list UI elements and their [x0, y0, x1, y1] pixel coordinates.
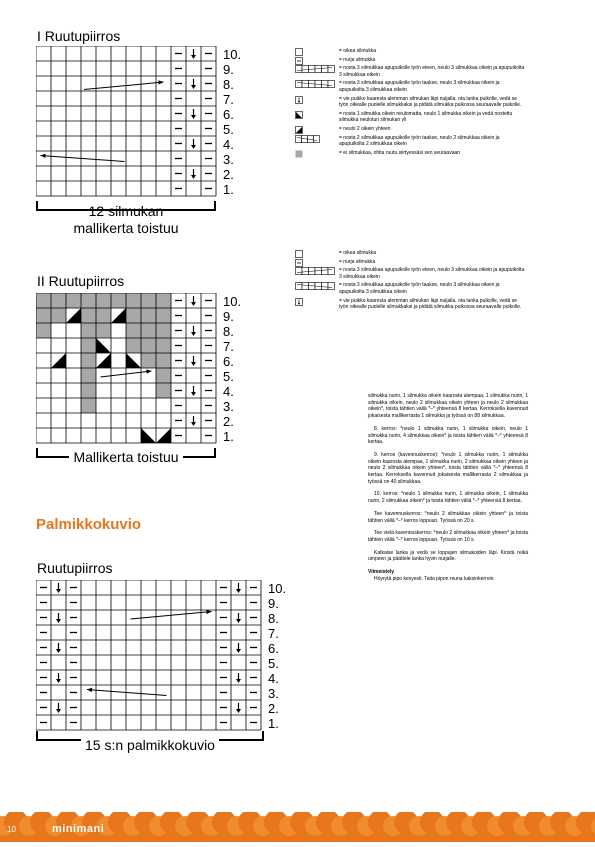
legend-item-text: = vie puikko kaaresta alemman silmukan läpi nuijalla, ota lanka puikolle, vedä se työn oikealle puolelle silmukkaksi ja pidätä silmukka puikossa seuraavalle puikolle. — [339, 297, 522, 311]
legend-item — [295, 126, 525, 133]
gray-cell — [66, 293, 81, 308]
legend-item-text: = nurja silmukka — [339, 258, 376, 265]
row-number: 2. — [268, 701, 279, 716]
gray-cell — [51, 308, 66, 323]
gray-cell — [81, 293, 96, 308]
row-number: 4. — [223, 137, 234, 152]
down-arrow-head-icon — [191, 115, 196, 119]
row-number: 1. — [223, 429, 234, 444]
cable-arrow — [41, 156, 125, 162]
legend-item — [295, 150, 525, 157]
down-arrow-head-icon — [236, 679, 241, 683]
down-arrow-head-icon — [236, 709, 241, 713]
legend-item-text: = vie puikko kaaresta alemman silmukan läpi nuijalla, ota lanka puikolle, vedä se työn oikealle puolelle silmukkaksi ja pidätä silmukka puikossa seuraavalle puikolle. — [339, 95, 522, 109]
gray-cell — [156, 308, 171, 323]
legend-item-text: = oikea silmukka — [339, 250, 377, 256]
down-arrow-head-icon — [191, 145, 196, 149]
row-number: 3. — [223, 399, 234, 414]
down-arrow-head-icon — [191, 302, 196, 306]
cable-arrow — [87, 690, 167, 696]
instructions-paragraph-3: 9. kerros (kavennuskerros): *neulo 1 silmukka nurin, 1 silmukka oikein kaarosta alempaa, 1 silmukka nurin, 2 silmukkaa oikein yhteen ja neulo 2 silmukkaa oikein yhteen*, toista tähtien väliä *–* yhteensä 8 kertaa. Kerroksella kavennuit jokaisesta mallikerrasta 2 silmukkaa ja työssä on 40 silmukkaa. — [368, 451, 528, 485]
row-number: 6. — [268, 641, 279, 656]
gray-cell — [81, 308, 96, 323]
down-arrow-head-icon — [191, 392, 196, 396]
gray-cell — [96, 323, 111, 338]
page-number: 10 — [7, 825, 16, 834]
instructions-paragraph-7: Katkaise lanka ja vedä se loppujen silmukoiden läpi. Kiristä reikä umpeen ja päättele lanka hyvin nurjalle. — [368, 549, 528, 563]
tri-light-icon — [295, 126, 303, 134]
gray-cell — [96, 293, 111, 308]
footer-bar — [0, 812, 595, 842]
down-arrow-head-icon — [56, 709, 61, 713]
gray-cell — [141, 308, 156, 323]
legend-item — [295, 267, 525, 280]
legend-item — [295, 298, 525, 311]
chart3-title: Ruutupiirros — [37, 560, 113, 576]
legend-item — [295, 282, 525, 295]
dash-icon — [295, 57, 303, 65]
legend-item — [295, 96, 525, 109]
gray-cell — [126, 338, 141, 353]
row-number: 2. — [223, 167, 234, 182]
k2tog-triangle-icon — [126, 353, 141, 368]
row-number: 3. — [268, 686, 279, 701]
down-arrow-head-icon — [191, 175, 196, 179]
legend-item — [295, 250, 525, 257]
gray-cell — [36, 323, 51, 338]
legend-2 — [295, 250, 525, 313]
row-number: 6. — [223, 354, 234, 369]
row-number: 7. — [223, 339, 234, 354]
instructions-paragraph-5: Tee kavennuskerros: *neulo 2 silmukkaa oikein yhteen* ja toista tähtien väliä *–* kerros loppuun. Työssä on 20 s. — [368, 510, 528, 524]
gray-cell — [81, 353, 96, 368]
down-arrow-head-icon — [56, 619, 61, 623]
instructions-paragraph-6: Tee vielä kavennuskerros: *neulo 2 silmukkaa oikein yhteen* ja toista tähtien väliä *–* kerros loppuun. Työssä on 10 s. — [368, 530, 528, 543]
gray-cell — [156, 293, 171, 308]
legend-item — [295, 111, 525, 124]
row-number: 8. — [223, 324, 234, 339]
down-arrow-head-icon — [236, 619, 241, 623]
ssk-triangle-icon — [96, 353, 111, 368]
instructions-last: Höyrytä pipo kevyesti. Taita pipon reuna kaksinkerroin. — [374, 575, 495, 582]
chart1-grid — [36, 46, 261, 203]
legend-item — [295, 259, 525, 266]
gray-cell — [156, 383, 171, 398]
cable-arrow-head-icon — [41, 154, 46, 158]
down-arrow-head-icon — [56, 679, 61, 683]
row-number: 10. — [223, 47, 242, 62]
row-number: 9. — [223, 62, 234, 77]
down-arrow-head-icon — [191, 422, 196, 426]
legend-item-text: = neulo 2 oikein yhteen — [339, 125, 391, 132]
row-number: 10. — [268, 581, 286, 596]
legend-item — [295, 57, 525, 64]
cable-right-icon — [295, 80, 335, 88]
legend-item-text: = nosta 3 silmukkaa apupuikolle työn eteen, neulo 3 silmukkaa oikein ja apupuikolta 3 silmukkaa oikein — [339, 65, 525, 78]
cable-right-icon — [295, 282, 335, 290]
chart2-grid — [36, 293, 261, 450]
cable-left-icon — [295, 65, 335, 73]
empty-icon — [295, 48, 303, 56]
gray-cell — [141, 293, 156, 308]
cable-left-icon — [295, 267, 335, 275]
row-number: 7. — [223, 92, 234, 107]
ssk-triangle-icon — [111, 308, 126, 323]
gray-cell — [81, 383, 96, 398]
down-arrow-head-icon — [191, 85, 196, 89]
brand-logo: minimani — [52, 823, 105, 835]
k2tog-triangle-icon — [141, 428, 156, 443]
down-arrow-head-icon — [191, 55, 196, 59]
gray-cell — [126, 323, 141, 338]
down-arrow-head-icon — [56, 589, 61, 593]
legend-item-text: = nosta 2 silmukkaa apupuikolle työn taakse, neulo 2 silmukkaa oikein ja apupuikolta 2 silmukkaa oikein — [339, 134, 500, 148]
row-number: 4. — [268, 671, 279, 686]
instructions-paragraph-1: silmukka nurin, 1 silmukka oikein kaarosta alempaa, 1 silmukka nurin, 1 silmukka oikein, neulo 2 silmukkaa oikein yhteen ja neulo 2 silmukkaa oikein*, toista tähtien väliä *–* yhteensä 8 kertaa. Kerroksella kavennuit jokaisesta mallikerrasta 1 silmukka ja työssä on 88 silmukkaa. — [368, 393, 528, 420]
legend-item-text: = ei silmukkaa, ohita ruutu siirtyessäsi sen seuraavaan — [339, 149, 461, 156]
gray-cell — [126, 308, 141, 323]
gray-cell — [36, 308, 51, 323]
gray-cell — [141, 353, 156, 368]
row-number: 8. — [223, 77, 234, 92]
gray-cell — [156, 338, 171, 353]
row-number: 1. — [268, 716, 279, 731]
chart1-caption-line1: 12 silmukan — [88, 203, 164, 219]
gray-cell — [81, 368, 96, 383]
row-number: 7. — [268, 626, 279, 641]
row-number: 6. — [223, 107, 234, 122]
gray-cell — [81, 398, 96, 413]
row-number: 8. — [268, 611, 279, 626]
chart3-grid — [36, 580, 286, 737]
cable-small-icon — [295, 135, 335, 143]
down-arrow-head-icon — [191, 332, 196, 336]
tri-dark-icon — [295, 111, 303, 119]
down-arrow-head-icon — [56, 649, 61, 653]
gray-cell — [156, 368, 171, 383]
gray-icon — [295, 150, 303, 158]
legend-item-text: = nosta 3 silmukkaa apupuikolle työn eteen, neulo 3 silmukkaa oikein ja apupuikolta 3 silmukkaa oikein — [339, 267, 525, 280]
row-number: 1. — [223, 182, 234, 197]
chart1-caption-line2: mallikerta toistuu — [73, 220, 179, 236]
row-number: 9. — [223, 309, 234, 324]
legend-1 — [295, 48, 525, 158]
row-number: 3. — [223, 152, 234, 167]
legend-item — [295, 80, 525, 93]
down-arrow-head-icon — [236, 649, 241, 653]
instructions-paragraph-2: 8. kerros: *neulo 1 silmukka nurin, 1 silmukka oikein, neulo 1 silmukka nurin, 4 silmukkaa oikein* ja toista tähtien väliä *–* yhteensä 8 kertaa. — [368, 425, 528, 446]
ssk-triangle-icon — [66, 308, 81, 323]
gray-cell — [96, 308, 111, 323]
legend-item — [295, 135, 525, 148]
down-arrow-icon — [295, 96, 303, 104]
down-arrow-icon — [295, 298, 303, 306]
row-number: 9. — [268, 596, 279, 611]
gray-cell — [81, 323, 96, 338]
legend-item-text: = nosta 3 silmukkaa apupuikolle työn taakse, neulo 3 silmukkaa oikein ja apupuikolta 3 silmukkaa oikein — [339, 80, 500, 93]
gray-cell — [156, 323, 171, 338]
chart2-title: II Ruutupiirros — [37, 273, 125, 289]
row-number: 2. — [223, 414, 234, 429]
down-arrow-head-icon — [191, 362, 196, 366]
row-number: 4. — [223, 384, 234, 399]
row-number: 5. — [223, 369, 234, 384]
instructions-heading: Viimeistely — [368, 569, 395, 576]
ssk-triangle-icon — [156, 428, 171, 443]
gray-cell — [126, 293, 141, 308]
instructions-paragraph-4: 10. kerros: *neulo 1 silmukka nurin, 1 silmukka oikein, 1 silmukka nurin, 2 silmukkaa oikein* ja toista tähtien väliä *–* yhteensä 8 kertaa. — [368, 491, 528, 505]
gray-cell — [141, 338, 156, 353]
chart3-caption: 15 s:n palmikkokuvio — [81, 737, 219, 753]
legend-item-text: = oikea silmukka — [339, 48, 377, 54]
empty-icon — [295, 250, 303, 258]
gray-cell — [141, 323, 156, 338]
down-arrow-head-icon — [236, 589, 241, 593]
cable-arrow-head-icon — [87, 688, 92, 692]
legend-item — [295, 65, 525, 78]
row-number: 5. — [268, 656, 279, 671]
instructions-text — [368, 393, 528, 588]
legend-item — [295, 48, 525, 55]
legend-item-text: = nosta 3 silmukkaa apupuikolle työn taakse, neulo 3 silmukkaa oikein ja apupuikolta 3 silmukkaa oikein — [339, 282, 500, 295]
gray-cell — [36, 293, 51, 308]
gray-cell — [156, 353, 171, 368]
k2tog-triangle-icon — [96, 338, 111, 353]
gray-cell — [51, 293, 66, 308]
gray-cell — [111, 293, 126, 308]
row-number: 5. — [223, 122, 234, 137]
legend-item-text: = nurja silmukka — [339, 56, 376, 63]
row-number: 10. — [223, 294, 242, 309]
chart2-caption: Mallikerta toistuu — [69, 449, 182, 465]
ssk-triangle-icon — [51, 353, 66, 368]
dash-icon — [295, 259, 303, 267]
chart1-title: I Ruutupiirros — [37, 28, 121, 44]
legend-item-text: = nosta 1 silmukka oikein neulomatta, neulo 1 silmukka oikein ja vedä nostettu silmukka neulotun silmukan yli — [339, 110, 513, 124]
gray-cell — [81, 338, 96, 353]
section-title: Palmikkokuvio — [36, 516, 142, 533]
